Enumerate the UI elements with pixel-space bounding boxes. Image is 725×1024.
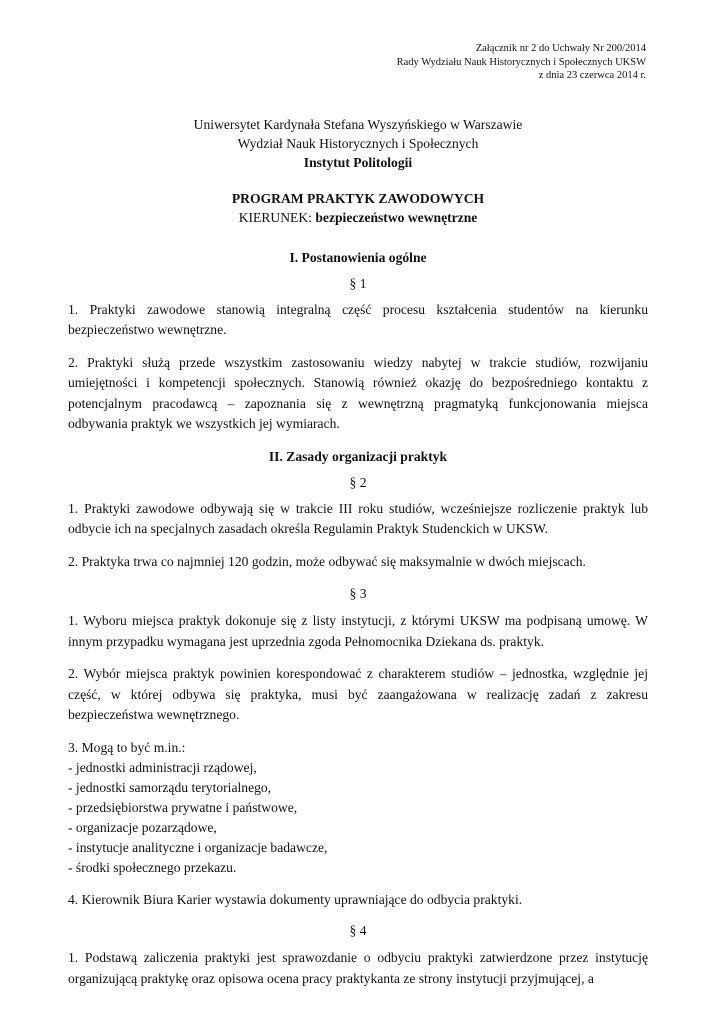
university-name: Uniwersytet Kardynała Stefana Wyszyńskiego w Warszawie xyxy=(193,116,523,132)
annex-line-2: Rady Wydziału Nauk Historycznych i Społecznych UKSW xyxy=(396,56,646,68)
paragraph-3-point-4: 4. Kierownik Biura Karier wystawia dokumenty uprawniające do odbycia praktyki. xyxy=(68,891,523,907)
paragraph-1-sign: § 1 xyxy=(349,275,367,291)
institution-header xyxy=(68,115,648,172)
paragraph-3-sign: § 3 xyxy=(349,586,367,601)
paragraph-1-point-1: 1. Praktyki zawodowe stanowią integralną część procesu kształcenia studentów na kierunku bezpieczeństwo wewnętrzne. xyxy=(68,301,648,337)
annex-note xyxy=(68,42,646,83)
section-1-title: I. Postanowienia ogólne xyxy=(289,249,427,265)
list-item: - przedsiębiorstwa prywatne i państwowe, xyxy=(68,799,298,815)
paragraph-1-point-2: 2. Praktyki służą przede wszystkim zastosowaniu wiedzy nabytej w trakcie studiów, rozwijaniu umiejętności i kompetencji społecznych. Stanowią również okazję do bezpośredniego kontaktu z potencjalnym pracodawcą – zapoznania się z wewnętrzną pragmatyką funkcjonowania miejsca odbywania praktyk we wszystkich jej wymiarach. xyxy=(68,354,648,431)
paragraph-3-point-1: 1. Wyboru miejsca praktyk dokonuje się z listy instytucji, z którymi UKSW ma podpisaną umowę. W innym przypadku wymagana jest uprzednia zgoda Pełnomocnika Dziekana ds. praktyk. xyxy=(68,613,648,649)
faculty-name: Wydział Nauk Historycznych i Społecznych xyxy=(237,135,479,151)
section-2-title: II. Zasady organizacji praktyk xyxy=(268,448,448,464)
list-item: - jednostki administracji rządowej, xyxy=(68,759,257,775)
paragraph-2-sign: § 2 xyxy=(349,474,367,490)
program-title: PROGRAM PRAKTYK ZAWODOWYCH xyxy=(231,190,485,206)
program-direction xyxy=(68,208,648,227)
paragraph-3-point-2: 2. Wybór miejsca praktyk powinien korespondować z charakterem studiów – jednostka, względnie jej część, w której odbywa się praktyka, musi być zaangażowana w realizację zadań z zakresu bezpieczeństwa wewnętrznego. xyxy=(68,666,648,722)
annex-line-1: Załącznik nr 2 do Uchwały Nr 200/2014 xyxy=(475,43,646,54)
list-item: - jednostki samorządu terytorialnego, xyxy=(68,779,272,795)
list-item: - środki społecznego przekazu. xyxy=(68,859,237,875)
list-item: - instytucje analityczne i organizacje badawcze, xyxy=(68,839,328,855)
paragraph-4-point-1: 1. Podstawą zaliczenia praktyki jest sprawozdanie o odbyciu praktyki zatwierdzone przez instytucję organizującą praktykę oraz opisowa ocena pracy praktykanta ze strony instytucji przyjmującej, a xyxy=(68,950,648,986)
direction-value: bezpieczeństwo wewnętrzne xyxy=(315,209,478,225)
program-header xyxy=(68,189,648,227)
paragraph-4-sign: § 4 xyxy=(349,923,367,938)
list-item: - organizacje pozarządowe, xyxy=(68,819,217,835)
paragraph-2-point-1: 1. Praktyki zawodowe odbywają się w trakcie III roku studiów, wcześniejsze rozliczenie praktyk lub odbycie ich na specjalnych zasadach określa Regulamin Praktyk Studenckich w UKSW. xyxy=(68,500,648,536)
institute-name: Instytut Politologii xyxy=(303,154,413,170)
institution-types-list xyxy=(68,738,648,878)
document-page xyxy=(68,42,648,989)
paragraph-2-point-2: 2. Praktyka trwa co najmniej 120 godzin, może odbywać się maksymalnie w dwóch miejscach. xyxy=(68,553,586,569)
list-intro: 3. Mogą to być m.in.: xyxy=(68,739,186,755)
direction-label: KIERUNEK: xyxy=(238,209,316,225)
annex-line-3: z dnia 23 czerwca 2014 r. xyxy=(538,70,646,81)
